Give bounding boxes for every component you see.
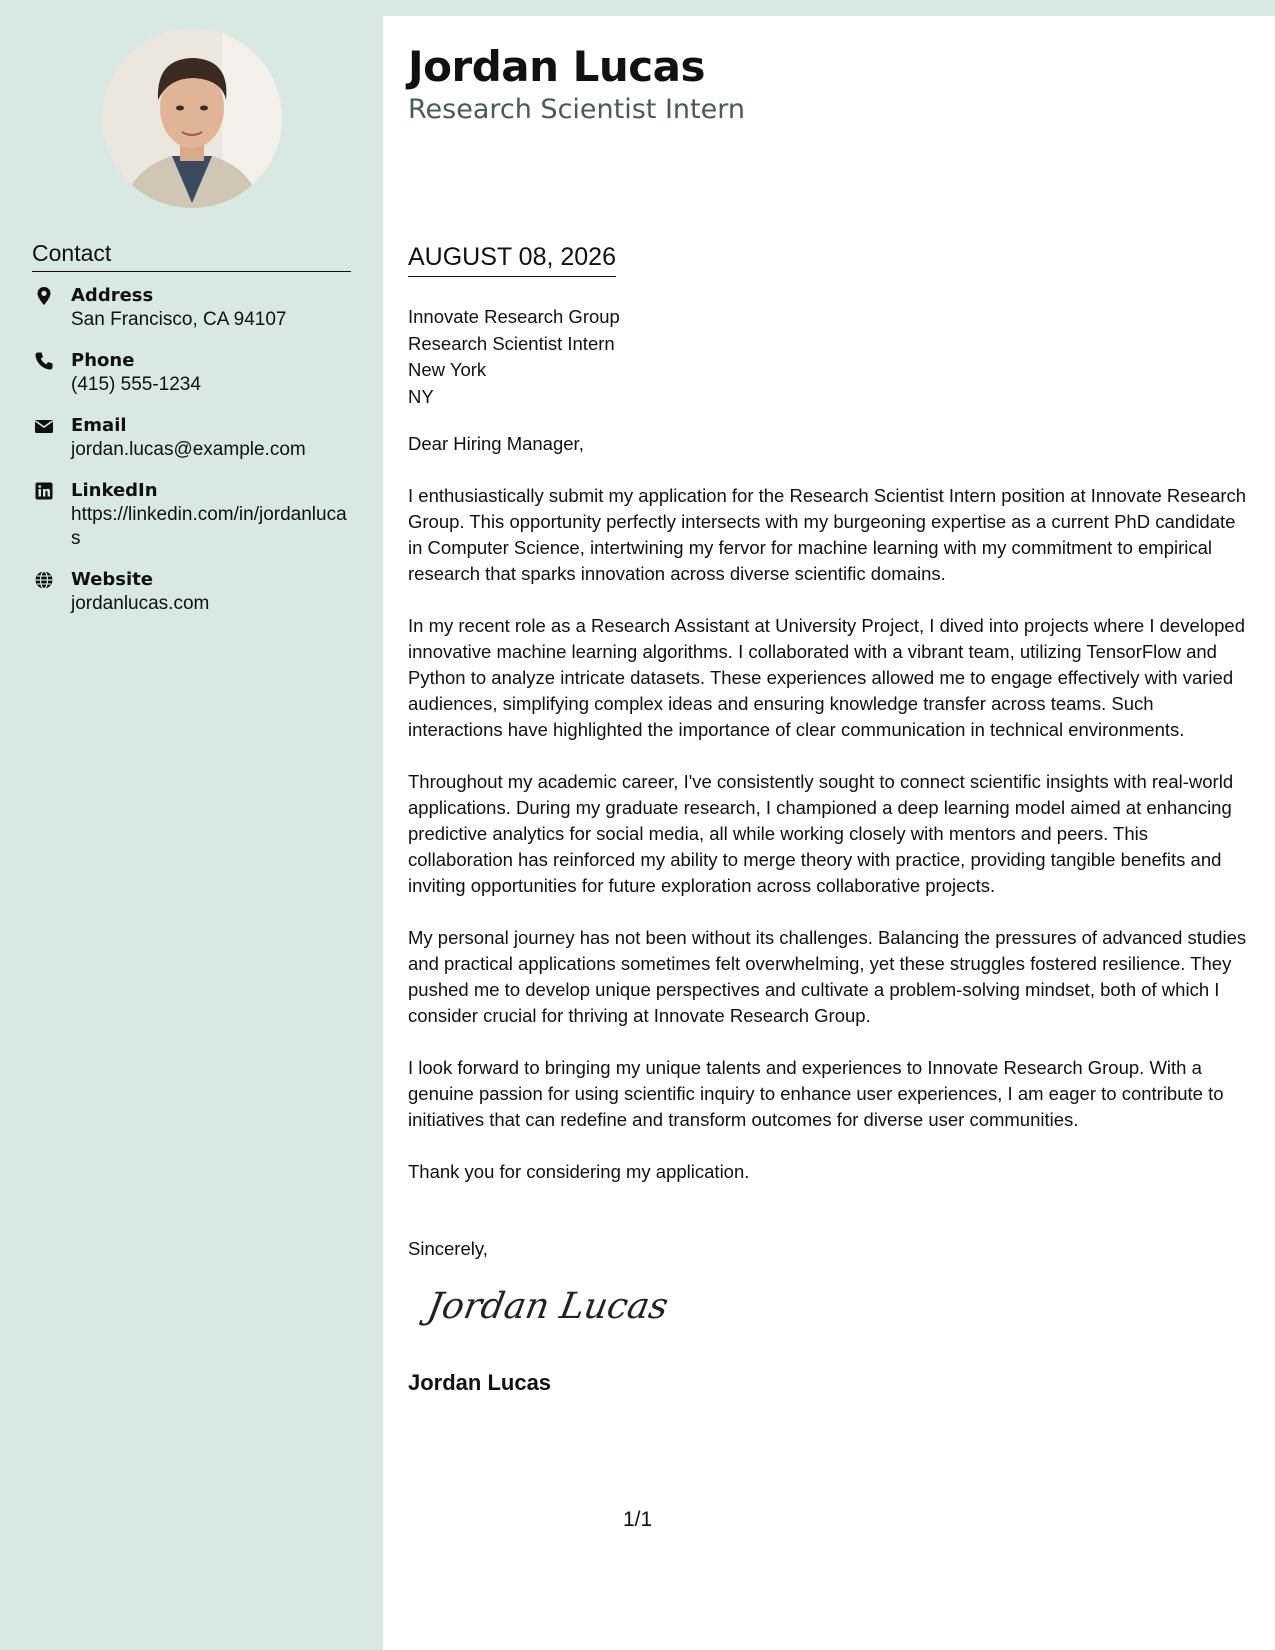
body-paragraph: My personal journey has not been without its challenges. Balancing the pressures of advanced studies and practical applications sometimes felt overwhelming, yet these struggles fostered resilience. They pushed me to develop unique perspectives and cultivate a problem-solving mindset, both of which I consider crucial for thriving at Innovate Research Group. — [408, 927, 1247, 1026]
location-pin-icon — [34, 286, 54, 306]
contact-item-email — [32, 414, 352, 462]
letter-date: AUGUST 08, 2026 — [408, 243, 616, 277]
recipient-line: NY — [408, 385, 434, 407]
closing: Sincerely, — [408, 1238, 488, 1259]
contact-label: Email — [71, 415, 127, 436]
envelope-icon — [34, 416, 54, 436]
contact-list — [32, 284, 352, 633]
letter-body — [408, 431, 1248, 1211]
recipient-line: Research Scientist Intern — [408, 332, 615, 354]
contact-label: Website — [71, 569, 154, 590]
recipient-line: Innovate Research Group — [408, 306, 620, 327]
contact-item-website — [32, 568, 352, 616]
handwritten-signature: Jordan Lucas — [424, 1286, 672, 1327]
contact-label: Address — [71, 285, 154, 306]
body-paragraph: Throughout my academic career, I've consistently sought to connect scientific insights with real-world applications. During my graduate research, I championed a deep learning model aimed at enhancing predictive analytics for social media, all while working closely with mentors and peers. This collaboration has reinforced my ability to merge theory with practice, providing tangible benefits and inviting opportunities for future exploration across collaborative projects. — [408, 771, 1234, 896]
contact-value[interactable]: jordanlucas.com — [71, 593, 210, 614]
phone-icon — [34, 351, 54, 371]
contact-value[interactable]: https://linkedin.com/in/jordanlucas — [71, 504, 347, 549]
contact-item-phone — [32, 349, 352, 397]
contact-value: San Francisco, CA 94107 — [71, 309, 287, 330]
body-paragraph: I look forward to bringing my unique talents and experiences to Innovate Research Group. With a genuine passion for using scientific inquiry to enhance user experiences, I am eager to contribute to initiatives that can redefine and transform outcomes for diverse user communities. — [408, 1057, 1224, 1130]
linkedin-icon — [34, 481, 54, 501]
contact-value[interactable]: jordan.lucas@example.com — [71, 439, 306, 460]
applicant-name: Jordan Lucas — [408, 42, 706, 91]
body-paragraph: I enthusiastically submit my application for the Research Scientist Intern position at Innovate Research Group. This opportunity perfectly intersects with my burgeoning expertise as a current PhD candidate in Computer Science, intertwining my fervor for machine learning with my commitment to empirical research that sparks innovation across diverse scientific domains. — [408, 485, 1247, 584]
sidebar — [0, 0, 383, 1650]
applicant-title: Research Scientist Intern — [408, 94, 745, 125]
contact-value: (415) 555-1234 — [71, 374, 201, 395]
letter-main — [383, 16, 1275, 1650]
profile-photo — [102, 28, 282, 208]
contact-item-linkedin — [32, 479, 352, 551]
body-paragraph: In my recent role as a Research Assistant at University Project, I dived into projects where I developed innovative machine learning algorithms. I collaborated with a vibrant team, utilizing TensorFlow and Python to analyze intricate datasets. These experiences allowed me to engage effectively with varied audiences, simplifying complex ideas and ensuring knowledge transfer across teams. Such interactions have highlighted the importance of clear communication in technical environments. — [408, 615, 1246, 740]
contact-heading: Contact — [32, 240, 351, 272]
contact-label: Phone — [71, 350, 135, 371]
recipient-block — [408, 304, 620, 410]
contact-label: LinkedIn — [71, 480, 158, 501]
page-number: 1/1 — [623, 1508, 653, 1531]
signer-name: Jordan Lucas — [408, 1370, 552, 1395]
salutation: Dear Hiring Manager, — [408, 433, 584, 454]
body-paragraph: Thank you for considering my application. — [408, 1161, 750, 1182]
contact-item-address — [32, 284, 352, 332]
globe-icon — [34, 570, 54, 590]
recipient-line: New York — [408, 359, 487, 380]
